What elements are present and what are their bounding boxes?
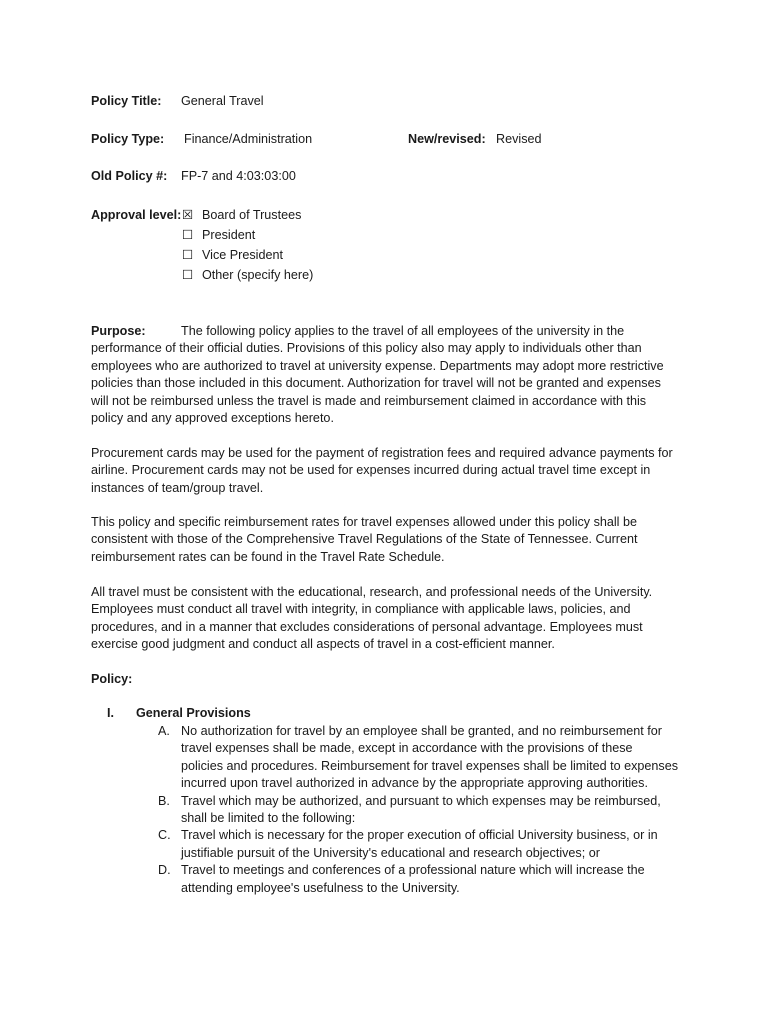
checkbox-unchecked-icon[interactable]: ☐ [182,228,194,242]
old-policy-label: Old Policy #: [91,169,168,183]
policy-label: Policy: [91,672,133,686]
policy-title-value: General Travel [181,94,264,108]
paragraph-text: All travel must be consistent with the educational, research, and professional needs of the University. Employees must conduct all travel with integrity, in compliance with applicable laws, policies, and procedures, and in a manner that excludes considerations of personal advantage. Employees must exercise good judgment and conduct all aspects of travel in a cost-efficient manner. [91,585,653,652]
approval-option-label: Other (specify here) [202,268,314,282]
paragraph-text: Procurement cards may be used for the payment of registration fees and required advance payments for airline. Procurement cards may not be used for expenses incurred during actual travel time except in instances of team/group travel. [91,446,673,495]
section-numeral: I. [107,706,114,720]
rates-paragraph [91,514,681,566]
approval-option-other[interactable] [182,267,313,284]
old-policy-value: FP-7 and 4:03:03:00 [181,169,296,183]
procurement-paragraph [91,445,681,497]
approval-option-board[interactable] [182,207,301,224]
paragraph-text: This policy and specific reimbursement rates for travel expenses allowed under this policy shall be consistent with those of the Comprehensive Travel Regulations of the State of Tennessee. Current reimbursement rates can be found in the Travel Rate Schedule. [91,515,638,564]
list-item-text: Travel which may be authorized, and pursuant to which expenses may be reimbursed, shall be limited to the following: [181,793,661,826]
approval-option-label: Board of Trustees [202,208,302,222]
list-item-letter: D. [158,863,171,878]
list-item-letter: A. [158,724,170,738]
approval-option-label: President [202,228,256,242]
policy-type-label: Policy Type: [91,132,165,146]
list-item [158,793,678,828]
approval-option-label: Vice President [202,248,283,262]
list-item-text: No authorization for travel by an employee shall be granted, and no reimbursement for travel expenses shall be made, except in accordance with the provisions of these policies and procedures. Reimbursement for travel expenses shall be limited to expenses incurred upon travel authorized in advance by the appropriate approving authorities. [181,724,679,791]
list-item [158,723,678,793]
policy-type-value: Finance/Administration [184,132,313,146]
policy-title-label: Policy Title: [91,94,162,108]
purpose-paragraph [91,323,681,427]
list-item [158,827,678,862]
purpose-text: The following policy applies to the travel of all employees of the university in the performance of their official duties. Provisions of this policy also may apply to individuals other than employees who are authorized to travel at university expense. Departments may adopt more restrictive policies than those included in this document. Authorization for travel will not be granted and expenses will not be reimbursed unless the travel is made and reimbursement claimed in accordance with this policy and any approved exceptions hereto. [91,324,664,426]
provisions-list [158,723,678,897]
purpose-label: Purpose: [91,324,146,338]
approval-option-vice-president[interactable] [182,247,283,264]
list-item-letter: C. [158,828,171,843]
list-item-text: Travel which is necessary for the proper execution of official University business, or in justifiable pursuit of the University's educational and research objectives; or [181,828,658,860]
list-item [158,862,678,897]
approval-level-label: Approval level: [91,208,182,222]
section-title: General Provisions [136,706,251,720]
new-revised-label: New/revised: [408,132,486,146]
new-revised-value: Revised [496,132,542,146]
checkbox-checked-icon[interactable]: ☒ [182,208,194,222]
approval-option-president[interactable] [182,227,255,244]
conduct-paragraph [91,584,681,654]
list-item-text: Travel to meetings and conferences of a professional nature which will increase the attending employee's usefulness to the University. [181,863,645,895]
checkbox-unchecked-icon[interactable]: ☐ [182,248,194,262]
list-item-letter: B. [158,793,170,808]
checkbox-unchecked-icon[interactable]: ☐ [182,268,194,282]
